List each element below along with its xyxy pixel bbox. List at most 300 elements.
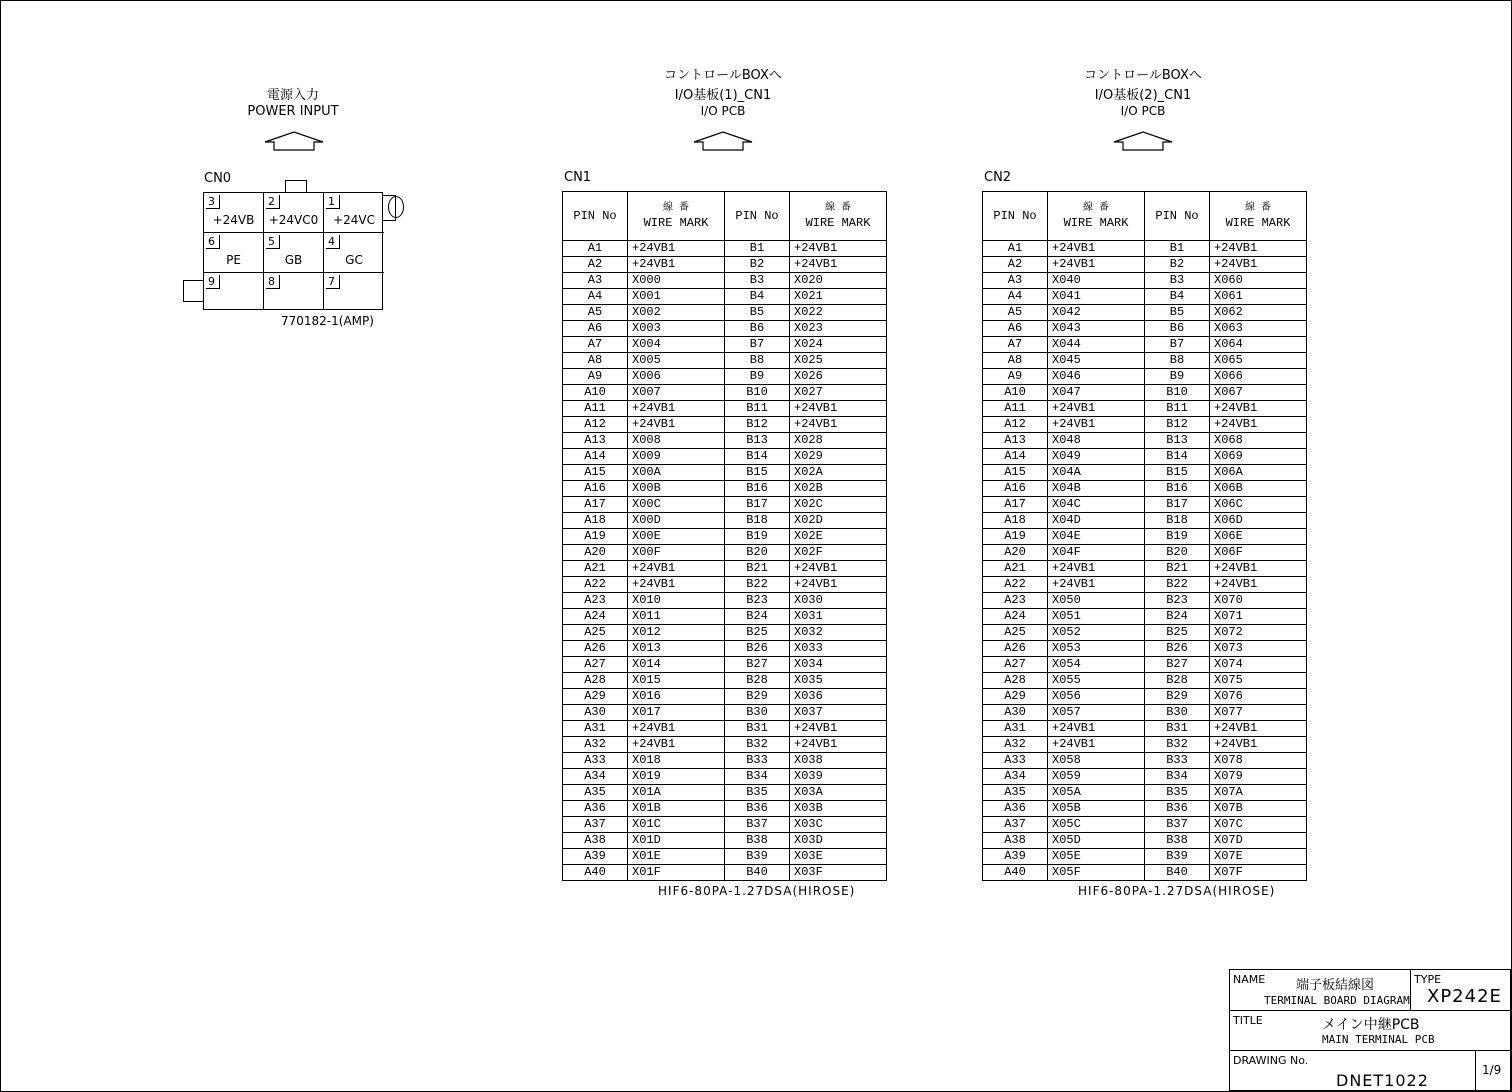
cn1-pin-b-cell: B40 [725, 865, 790, 881]
cn1-wire-mark-b-cell: X023 [790, 321, 887, 337]
table-row [563, 689, 887, 705]
cn1-pin-b-cell: B16 [725, 481, 790, 497]
drawing-value: DNET1022 [1336, 1071, 1429, 1090]
cn2-pin-b-cell: B21 [1145, 561, 1210, 577]
cn1-pin-b-cell: B23 [725, 593, 790, 609]
table-row [983, 417, 1307, 433]
cn1-pin-a-cell: A16 [563, 481, 628, 497]
cn2-wire-mark-b-cell: +24VB1 [1210, 417, 1307, 433]
cn1-header-pin-b: PIN No [725, 192, 790, 241]
table-row [563, 577, 887, 593]
cn2-header-pin-a: PIN No [983, 192, 1048, 241]
cn2-pin-a-cell: A22 [983, 577, 1048, 593]
cn1-wire-mark-a-cell: X01A [628, 785, 725, 801]
table-row [563, 273, 887, 289]
cn2-wire-mark-b-cell: +24VB1 [1210, 561, 1307, 577]
table-row [563, 433, 887, 449]
title-block-drawing-cell [1229, 1050, 1511, 1091]
cn1-pin-a-cell: A29 [563, 689, 628, 705]
cn2-pin-a-cell: A9 [983, 369, 1048, 385]
table-row [563, 417, 887, 433]
cn2-pin-a-cell: A3 [983, 273, 1048, 289]
cn0-pin-number: 5 [266, 235, 280, 249]
table-row [983, 385, 1307, 401]
cn2-pin-a-cell: A25 [983, 625, 1048, 641]
cn2-heading-line1: コントロールBOXへ [1084, 68, 1202, 83]
cn2-wire-mark-a-cell: +24VB1 [1048, 561, 1145, 577]
cn1-wire-mark-a-cell: X000 [628, 273, 725, 289]
cn2-wire-mark-a-cell: X048 [1048, 433, 1145, 449]
cn1-header-wire-a: 線 番 WIRE MARK [628, 192, 725, 241]
cn1-wire-mark-a-cell: X01F [628, 865, 725, 881]
cn0-key-tab [183, 280, 204, 302]
cn1-pin-a-cell: A7 [563, 337, 628, 353]
cn2-wire-mark-a-cell: +24VB1 [1048, 257, 1145, 273]
cn1-pin-a-cell: A12 [563, 417, 628, 433]
cn2-pin-a-cell: A19 [983, 529, 1048, 545]
cn2-wire-mark-a-cell: X042 [1048, 305, 1145, 321]
cn2-wire-mark-a-cell: X059 [1048, 769, 1145, 785]
table-row [563, 305, 887, 321]
cn1-pin-b-cell: B2 [725, 257, 790, 273]
cn1-wire-mark-a-cell: +24VB1 [628, 577, 725, 593]
cn2-wire-mark-a-cell: +24VB1 [1048, 401, 1145, 417]
cn2-wire-mark-b-cell: X070 [1210, 593, 1307, 609]
cn2-pin-b-cell: B9 [1145, 369, 1210, 385]
cn2-pin-b-cell: B23 [1145, 593, 1210, 609]
cn1-pin-a-cell: A22 [563, 577, 628, 593]
cn2-wire-mark-b-cell: +24VB1 [1210, 737, 1307, 753]
cn2-wire-mark-a-cell: X05A [1048, 785, 1145, 801]
cn2-pin-a-cell: A17 [983, 497, 1048, 513]
table-row [983, 609, 1307, 625]
cn1-wire-mark-b-cell: X026 [790, 369, 887, 385]
cn1-wire-mark-b-cell: X022 [790, 305, 887, 321]
cn0-pin-number: 6 [206, 235, 220, 249]
cn2-wire-mark-a-cell: X04C [1048, 497, 1145, 513]
cn2-pin-b-cell: B24 [1145, 609, 1210, 625]
cn0-pin-number: 9 [206, 275, 220, 289]
cn1-pin-a-cell: A2 [563, 257, 628, 273]
cn1-pin-b-cell: B36 [725, 801, 790, 817]
sheet-number: 1/9 [1482, 1063, 1502, 1077]
cn2-wire-mark-b-cell: X07A [1210, 785, 1307, 801]
cn2-wire-mark-a-cell: X058 [1048, 753, 1145, 769]
cn2-pin-a-cell: A36 [983, 801, 1048, 817]
table-row [983, 321, 1307, 337]
table-row [983, 801, 1307, 817]
table-row [563, 513, 887, 529]
cn2-wire-mark-b-cell: X060 [1210, 273, 1307, 289]
cn1-pin-a-cell: A1 [563, 241, 628, 257]
table-row [983, 593, 1307, 609]
table-row [563, 593, 887, 609]
cn2-wire-mark-b-cell: X064 [1210, 337, 1307, 353]
cn1-pin-b-cell: B35 [725, 785, 790, 801]
cn1-wire-mark-b-cell: X039 [790, 769, 887, 785]
cn0-pin-signal: GB [284, 253, 303, 267]
table-row [983, 305, 1307, 321]
cn2-pin-a-cell: A13 [983, 433, 1048, 449]
cn1-wire-mark-b-cell: X031 [790, 609, 887, 625]
cn1-wire-mark-b-cell: +24VB1 [790, 417, 887, 433]
cn1-wire-mark-b-cell: X037 [790, 705, 887, 721]
cn2-pin-b-cell: B1 [1145, 241, 1210, 257]
cn1-wire-mark-b-cell: +24VB1 [790, 257, 887, 273]
cn2-pin-b-cell: B3 [1145, 273, 1210, 289]
table-row [983, 721, 1307, 737]
cn1-wire-mark-a-cell: X00E [628, 529, 725, 545]
cn0-pin [324, 233, 384, 273]
table-row [983, 513, 1307, 529]
table-row [983, 289, 1307, 305]
cn1-wire-mark-a-cell: X01D [628, 833, 725, 849]
cn2-pin-b-cell: B35 [1145, 785, 1210, 801]
cn0-lock-ring [388, 196, 404, 218]
cn2-pin-b-cell: B40 [1145, 865, 1210, 881]
table-row [983, 561, 1307, 577]
cn2-wire-mark-b-cell: +24VB1 [1210, 721, 1307, 737]
cn1-header-row [563, 192, 887, 241]
table-row [563, 289, 887, 305]
cn1-wire-mark-a-cell: X017 [628, 705, 725, 721]
cn1-wire-mark-b-cell: +24VB1 [790, 577, 887, 593]
cn2-pin-a-cell: A34 [983, 769, 1048, 785]
cn1-pin-b-cell: B12 [725, 417, 790, 433]
cn0-part-number: 770182-1(AMP) [281, 314, 374, 328]
cn1-wire-mark-a-cell: X010 [628, 593, 725, 609]
table-row [983, 449, 1307, 465]
table-row [563, 449, 887, 465]
cn2-wire-mark-a-cell: X05C [1048, 817, 1145, 833]
cn1-wire-mark-b-cell: X036 [790, 689, 887, 705]
cn1-heading-line1: コントロールBOXへ [664, 68, 782, 83]
sheet-cell [1475, 1050, 1511, 1091]
cn2-pin-a-cell: A15 [983, 465, 1048, 481]
cn1-wire-mark-a-cell: X014 [628, 657, 725, 673]
cn1-wire-mark-a-cell: +24VB1 [628, 401, 725, 417]
cn1-part-number: HIF6-80PA-1.27DSA(HIROSE) [658, 884, 856, 898]
cn1-pin-a-cell: A38 [563, 833, 628, 849]
cn0-pin-signal: GC [345, 253, 363, 267]
cn2-pin-b-cell: B12 [1145, 417, 1210, 433]
cn2-wire-mark-b-cell: X078 [1210, 753, 1307, 769]
table-row [563, 609, 887, 625]
cn1-wire-mark-a-cell: X003 [628, 321, 725, 337]
table-row [563, 625, 887, 641]
table-row [563, 657, 887, 673]
cn1-pin-b-cell: B4 [725, 289, 790, 305]
cn1-wire-mark-b-cell: X033 [790, 641, 887, 657]
cn0-pin [264, 273, 324, 309]
cn2-pin-a-cell: A33 [983, 753, 1048, 769]
cn1-pin-b-cell: B24 [725, 609, 790, 625]
table-row [563, 833, 887, 849]
cn2-wire-mark-b-cell: X067 [1210, 385, 1307, 401]
table-row [563, 849, 887, 865]
cn2-wire-mark-a-cell: X052 [1048, 625, 1145, 641]
cn2-pin-b-cell: B17 [1145, 497, 1210, 513]
cn2-wire-mark-b-cell: X076 [1210, 689, 1307, 705]
cn2-wire-mark-a-cell: +24VB1 [1048, 417, 1145, 433]
cn2-wire-mark-a-cell: X04B [1048, 481, 1145, 497]
cn2-wire-mark-b-cell: X06B [1210, 481, 1307, 497]
cn2-wire-mark-a-cell: X05E [1048, 849, 1145, 865]
cn1-header-wire-b: 線 番 WIRE MARK [790, 192, 887, 241]
cn2-heading-line2: I/O基板(2)_CN1 [1094, 88, 1192, 103]
table-row [983, 785, 1307, 801]
cn1-pin-b-cell: B6 [725, 321, 790, 337]
table-row [983, 497, 1307, 513]
table-row [563, 817, 887, 833]
cn0-pin [264, 233, 324, 273]
cn2-wire-mark-b-cell: X06E [1210, 529, 1307, 545]
cn1-wire-mark-b-cell: X029 [790, 449, 887, 465]
cn1-wire-mark-b-cell: X02E [790, 529, 887, 545]
cn2-wire-mark-b-cell: X068 [1210, 433, 1307, 449]
drawing-caption: DRAWING No. [1233, 1054, 1309, 1067]
cn2-pin-a-cell: A29 [983, 689, 1048, 705]
cn1-wire-mark-a-cell: X00C [628, 497, 725, 513]
cn1-pin-a-cell: A40 [563, 865, 628, 881]
title-jp: メイン中継PCB [1322, 1017, 1420, 1033]
cn1-pin-b-cell: B11 [725, 401, 790, 417]
cn2-wire-mark-a-cell: X04E [1048, 529, 1145, 545]
cn2-wire-mark-b-cell: X072 [1210, 625, 1307, 641]
cn2-pin-a-cell: A8 [983, 353, 1048, 369]
table-row [983, 833, 1307, 849]
cn1-pin-b-cell: B18 [725, 513, 790, 529]
cn1-header-pin-a: PIN No [563, 192, 628, 241]
cn1-heading-line2: I/O基板(1)_CN1 [674, 88, 772, 103]
cn2-pin-b-cell: B25 [1145, 625, 1210, 641]
cn0-heading-en: POWER INPUT [247, 104, 339, 119]
cn2-wire-mark-b-cell: X071 [1210, 609, 1307, 625]
cn1-wire-mark-a-cell: +24VB1 [628, 241, 725, 257]
type-caption: TYPE [1414, 973, 1442, 986]
cn1-wire-mark-b-cell: X02A [790, 465, 887, 481]
cn2-pin-b-cell: B15 [1145, 465, 1210, 481]
table-row [983, 689, 1307, 705]
cn2-wire-mark-a-cell: X054 [1048, 657, 1145, 673]
cn0-pin-number: 4 [326, 235, 340, 249]
cn2-wire-mark-a-cell: X043 [1048, 321, 1145, 337]
cn2-wire-mark-a-cell: X04A [1048, 465, 1145, 481]
table-row [563, 257, 887, 273]
table-row [983, 817, 1307, 833]
cn1-pin-b-cell: B25 [725, 625, 790, 641]
cn2-pin-a-cell: A20 [983, 545, 1048, 561]
table-row [563, 481, 887, 497]
cn2-pin-b-cell: B14 [1145, 449, 1210, 465]
cn1-pin-b-cell: B14 [725, 449, 790, 465]
cn2-wire-mark-b-cell: X06C [1210, 497, 1307, 513]
cn1-wire-mark-b-cell: X03F [790, 865, 887, 881]
cn2-pin-b-cell: B5 [1145, 305, 1210, 321]
cn2-pin-table [982, 191, 1307, 881]
cn2-pin-b-cell: B31 [1145, 721, 1210, 737]
cn1-pin-a-cell: A9 [563, 369, 628, 385]
table-row [563, 753, 887, 769]
table-row [983, 273, 1307, 289]
cn1-wire-mark-a-cell: X00A [628, 465, 725, 481]
cn0-heading-jp: 電源入力 [266, 88, 319, 103]
table-row [563, 401, 887, 417]
cn2-pin-b-cell: B37 [1145, 817, 1210, 833]
cn2-wire-mark-b-cell: X06D [1210, 513, 1307, 529]
cn0-pin-signal: +24VC [333, 213, 375, 227]
cn0-label: CN0 [204, 171, 232, 186]
cn1-pin-a-cell: A18 [563, 513, 628, 529]
cn1-wire-mark-b-cell: X024 [790, 337, 887, 353]
cn2-wire-mark-a-cell: X04D [1048, 513, 1145, 529]
cn1-pin-b-cell: B3 [725, 273, 790, 289]
name-caption: NAME [1233, 973, 1266, 986]
cn2-pin-b-cell: B11 [1145, 401, 1210, 417]
cn1-pin-a-cell: A4 [563, 289, 628, 305]
table-row [563, 801, 887, 817]
cn1-pin-b-cell: B20 [725, 545, 790, 561]
cn2-wire-mark-b-cell: X062 [1210, 305, 1307, 321]
cn2-pin-b-cell: B36 [1145, 801, 1210, 817]
cn1-pin-a-cell: A35 [563, 785, 628, 801]
cn2-pin-b-cell: B26 [1145, 641, 1210, 657]
cn1-pin-b-cell: B5 [725, 305, 790, 321]
cn1-pin-b-cell: B27 [725, 657, 790, 673]
cn2-pin-a-cell: A28 [983, 673, 1048, 689]
table-row [563, 337, 887, 353]
cn1-pin-a-cell: A6 [563, 321, 628, 337]
cn2-pin-a-cell: A39 [983, 849, 1048, 865]
cn0-pin [204, 233, 264, 273]
table-row [983, 369, 1307, 385]
cn1-pin-a-cell: A32 [563, 737, 628, 753]
cn1-wire-mark-a-cell: X00B [628, 481, 725, 497]
cn1-wire-mark-a-cell: +24VB1 [628, 737, 725, 753]
cn2-pin-b-cell: B8 [1145, 353, 1210, 369]
table-row [563, 321, 887, 337]
cn1-wire-mark-a-cell: X019 [628, 769, 725, 785]
cn1-pin-a-cell: A33 [563, 753, 628, 769]
cn2-pin-a-cell: A4 [983, 289, 1048, 305]
cn2-pin-b-cell: B6 [1145, 321, 1210, 337]
cn2-pin-b-cell: B13 [1145, 433, 1210, 449]
cn2-pin-b-cell: B39 [1145, 849, 1210, 865]
cn1-pin-b-cell: B17 [725, 497, 790, 513]
cn1-wire-mark-b-cell: X03A [790, 785, 887, 801]
name-jp: 端子板結線図 [1296, 978, 1375, 993]
table-row [983, 401, 1307, 417]
cn2-wire-mark-b-cell: X074 [1210, 657, 1307, 673]
cn1-pin-b-cell: B7 [725, 337, 790, 353]
cn2-pin-b-cell: B2 [1145, 257, 1210, 273]
table-row [563, 497, 887, 513]
cn1-pin-b-cell: B22 [725, 577, 790, 593]
cn0-pin [324, 193, 384, 233]
cn2-wire-mark-b-cell: X063 [1210, 321, 1307, 337]
cn2-wire-mark-b-cell: +24VB1 [1210, 401, 1307, 417]
cn1-wire-mark-a-cell: X018 [628, 753, 725, 769]
cn1-pin-a-cell: A11 [563, 401, 628, 417]
table-row [983, 545, 1307, 561]
table-row [983, 257, 1307, 273]
cn2-pin-b-cell: B33 [1145, 753, 1210, 769]
cn2-pin-b-cell: B20 [1145, 545, 1210, 561]
cn2-pin-b-cell: B18 [1145, 513, 1210, 529]
cn2-wire-mark-a-cell: X045 [1048, 353, 1145, 369]
table-row [983, 673, 1307, 689]
cn1-wire-mark-b-cell: +24VB1 [790, 737, 887, 753]
cn2-pin-a-cell: A31 [983, 721, 1048, 737]
cn1-pin-a-cell: A19 [563, 529, 628, 545]
cn1-wire-mark-a-cell: X004 [628, 337, 725, 353]
cn1-pin-b-cell: B13 [725, 433, 790, 449]
cn2-wire-mark-b-cell: +24VB1 [1210, 257, 1307, 273]
cn1-pin-b-cell: B32 [725, 737, 790, 753]
cn1-pin-a-cell: A36 [563, 801, 628, 817]
cn1-pin-b-cell: B10 [725, 385, 790, 401]
cn1-pin-b-cell: B31 [725, 721, 790, 737]
cn1-wire-mark-b-cell: X03B [790, 801, 887, 817]
cn1-wire-mark-a-cell: +24VB1 [628, 561, 725, 577]
cn2-pin-b-cell: B16 [1145, 481, 1210, 497]
cn2-wire-mark-a-cell: X056 [1048, 689, 1145, 705]
table-row [563, 545, 887, 561]
cn2-wire-mark-a-cell: X053 [1048, 641, 1145, 657]
cn2-pin-a-cell: A10 [983, 385, 1048, 401]
table-row [983, 465, 1307, 481]
cn2-pin-a-cell: A35 [983, 785, 1048, 801]
table-row [563, 769, 887, 785]
cn2-wire-mark-b-cell: X075 [1210, 673, 1307, 689]
cn1-pin-a-cell: A21 [563, 561, 628, 577]
cn2-label: CN2 [984, 170, 1012, 185]
cn2-pin-a-cell: A11 [983, 401, 1048, 417]
cn2-wire-mark-a-cell: X049 [1048, 449, 1145, 465]
cn2-wire-mark-a-cell: X04F [1048, 545, 1145, 561]
cn2-pin-b-cell: B22 [1145, 577, 1210, 593]
cn2-part-number: HIF6-80PA-1.27DSA(HIROSE) [1078, 884, 1276, 898]
cn2-pin-a-cell: A12 [983, 417, 1048, 433]
cn1-wire-mark-a-cell: X01E [628, 849, 725, 865]
cn2-pin-a-cell: A6 [983, 321, 1048, 337]
cn1-wire-mark-b-cell: +24VB1 [790, 561, 887, 577]
cn2-pin-a-cell: A7 [983, 337, 1048, 353]
table-row [983, 353, 1307, 369]
cn2-pin-a-cell: A16 [983, 481, 1048, 497]
cn1-wire-mark-b-cell: X020 [790, 273, 887, 289]
cn1-pin-a-cell: A25 [563, 625, 628, 641]
cn2-wire-mark-b-cell: X073 [1210, 641, 1307, 657]
title-block-name-cell [1229, 969, 1411, 1011]
cn0-pin-number: 1 [326, 195, 340, 209]
cn0-up-arrow-icon [263, 130, 325, 152]
table-row [563, 673, 887, 689]
table-row [563, 369, 887, 385]
cn1-pin-b-cell: B29 [725, 689, 790, 705]
cn1-pin-table [562, 191, 887, 881]
cn2-pin-b-cell: B27 [1145, 657, 1210, 673]
cn2-pin-b-cell: B34 [1145, 769, 1210, 785]
cn1-pin-b-cell: B38 [725, 833, 790, 849]
cn1-wire-mark-b-cell: X02F [790, 545, 887, 561]
cn2-wire-mark-b-cell: X079 [1210, 769, 1307, 785]
cn2-wire-mark-a-cell: X05F [1048, 865, 1145, 881]
table-row [983, 641, 1307, 657]
cn1-pin-b-cell: B37 [725, 817, 790, 833]
cn2-pin-a-cell: A27 [983, 657, 1048, 673]
cn1-wire-mark-b-cell: X03E [790, 849, 887, 865]
